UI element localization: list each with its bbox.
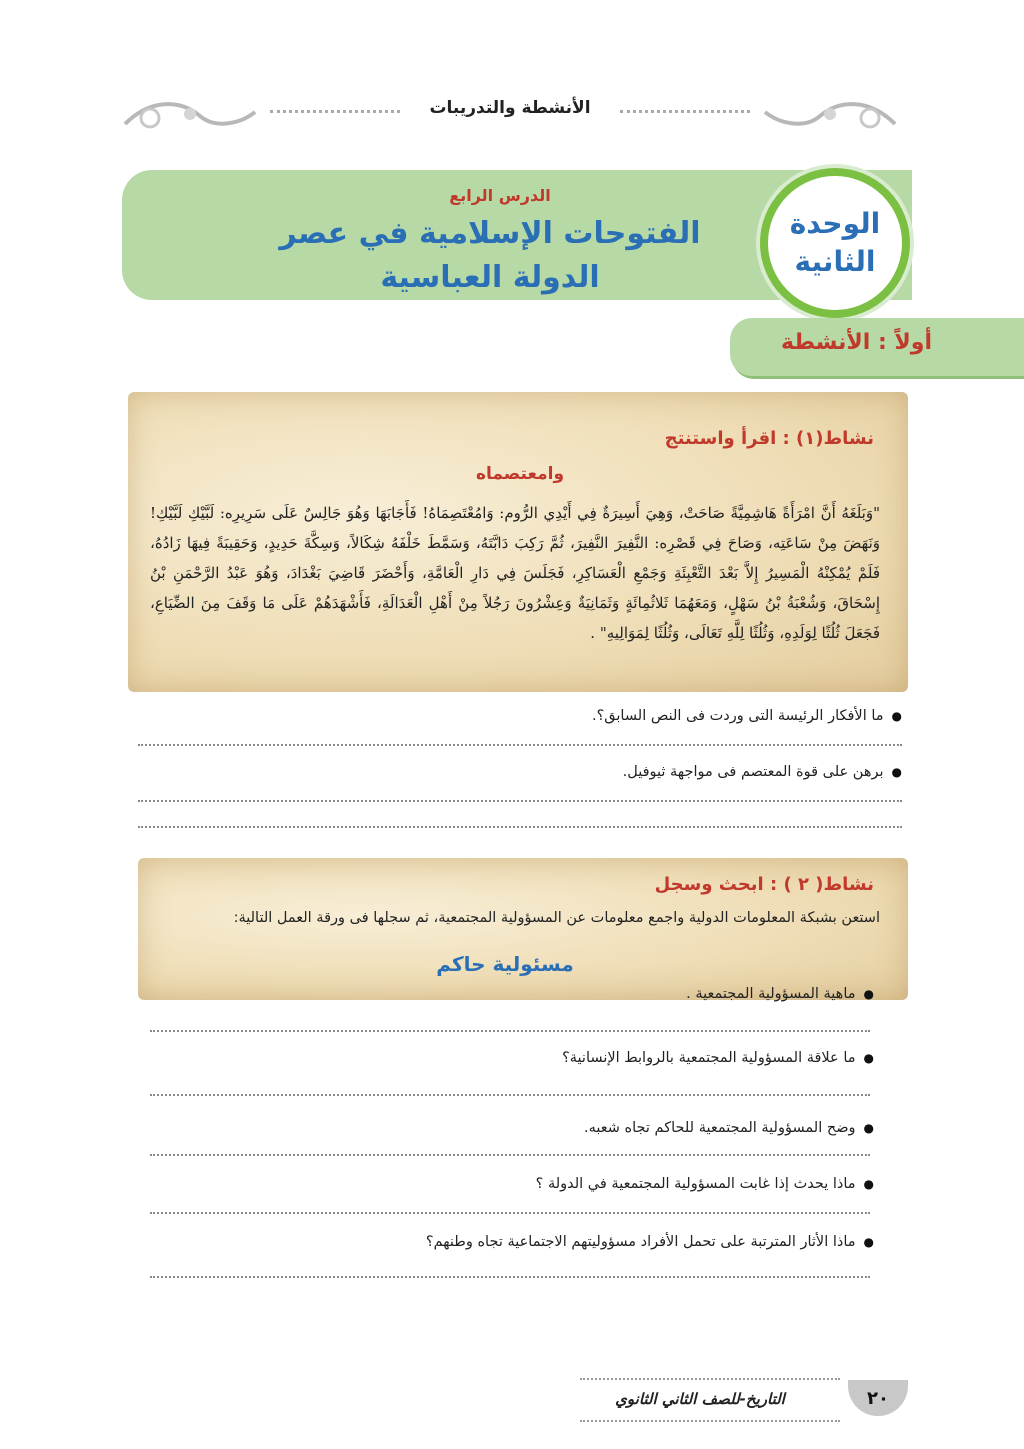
quote-text: "وَبَلَغَهُ أَنَّ امْرَأَةً هَاشِمِيَّةً صَاحَتْ، وَهِيَ أَسِيرَةٌ فِي أَيْدِي الرُّوم: وَامُعْتَصِمَاهُ! فَأَجَابَهَا وَهُوَ جَالِسٌ عَلَى سَرِيرِه: لَبَّيْكِ لَبَّيْكِ! وَنَهَضَ مِنْ سَاعَتِه، وَصَاحَ فِي قَصْرِه: النَّفِيرَ النَّفِيرَ، ثُمَّ رَكِبَ دَابَّتَهُ، وَسَمَّطَ خَلْفَهُ شِكَالاً، وَسِكَّةَ حَدِيدٍ، وَحَقِيبَةً فِيهَا زَادُهُ، فَلَمْ يُمْكِنْهُ الْمَسِيرُ إِلاَّ بَعْدَ التَّعْبِئَةِ وَجَمْعِ الْعَسَاكِرِ، فَجَلَسَ فِي دَارِ الْعَامَّةِ، وَأَحْضَرَ قَاضِيَ بَغْدَادَ، وَهُوَ عَبْدُ الرَّحْمَنِ بْنُ إِسْحَاقَ، وَشُعْبَةُ بْنُ سَهْلٍ، وَمَعَهُمَا ثَلاثُمِائَةٍ وَثَمَانِيَةٌ وَعِشْرُونَ رَجُلاً مِنْ أَهْلِ الْعَدَالَةِ، فَأَشْهَدَهُمْ عَلَى مَا وَقَفَ مِنَ الضِّيَاعِ، فَجَعَلَ ثُلُثًا لِوَلَدِهِ، وَثُلُثًا لِلَّهِ تَعَالَى، وَثُلُثًا لِمَوَالِيهِ" . [150, 504, 880, 642]
answer-line[interactable] [150, 1212, 870, 1214]
page-number: ٢٠ [848, 1380, 908, 1416]
lesson-title [260, 212, 720, 300]
lesson-title-line2: الدولة العباسية [380, 260, 600, 295]
answer-line[interactable] [150, 1030, 870, 1032]
research-item: ● ماذا الأثار المترتبة على تحمل الأفراد مسؤوليتهم الاجتماعية تجاه وطنهم؟ [426, 1234, 874, 1250]
research-item: ● ماذا يحدث إذا غابت المسؤولية المجتمعية في الدولة ؟ [536, 1176, 874, 1192]
research-item: ● وضح المسؤولية المجتمعية للحاكم تجاه شعبه. [584, 1120, 874, 1136]
ornament-right-icon [760, 94, 900, 136]
quote-header: وامعتصماه [475, 464, 565, 484]
answer-line[interactable] [150, 1154, 870, 1156]
answer-line[interactable] [150, 1276, 870, 1278]
footer-dots [580, 1378, 840, 1380]
lesson-title-line1: الفتوحات الإسلامية في عصر [279, 216, 701, 251]
unit-line2: الثانية [794, 245, 876, 278]
answer-line[interactable] [138, 826, 902, 828]
activity1-title: نشاط(١) : اقرأ واستنتج [664, 428, 874, 449]
question2-item: ● برهن على قوة المعتصم فى مواجهة ثيوفيل. [623, 764, 902, 780]
answer-line[interactable] [150, 1094, 870, 1096]
subject-title: مسئولية حاكم [436, 952, 574, 976]
header-dots-right [620, 110, 750, 113]
unit-line1: الوحدة [789, 207, 881, 240]
activity2-instruction: استعن بشبكة المعلومات الدولية واجمع معلومات عن المسؤولية المجتمعية، ثم سجلها فى ورقة العمل التالية: [233, 910, 880, 926]
header-title: الأنشطة والتدريبات [429, 98, 591, 118]
section-tab [730, 318, 1024, 376]
footer-dots [580, 1420, 840, 1422]
answer-line[interactable] [138, 744, 902, 746]
research-item: ● ما علاقة المسؤولية المجتمعية بالروابط الإنسانية؟ [562, 1050, 874, 1066]
section-title: أولاً : الأنشطة [780, 330, 932, 355]
footer-text: التاريخ-للصف الثاني الثانوي [615, 1390, 785, 1408]
research-item: ● ماهية المسؤولية المجتمعية . [686, 986, 874, 1002]
page-header [120, 90, 900, 140]
unit-badge [760, 168, 910, 318]
activity2-title: نشاط( ٢ ) : ابحث وسجل [654, 874, 874, 895]
question1-item: ● ما الأفكار الرئيسة التى وردت فى النص السابق؟. [592, 708, 902, 724]
answer-line[interactable] [138, 800, 902, 802]
lesson-label: الدرس الرابع [449, 186, 551, 205]
